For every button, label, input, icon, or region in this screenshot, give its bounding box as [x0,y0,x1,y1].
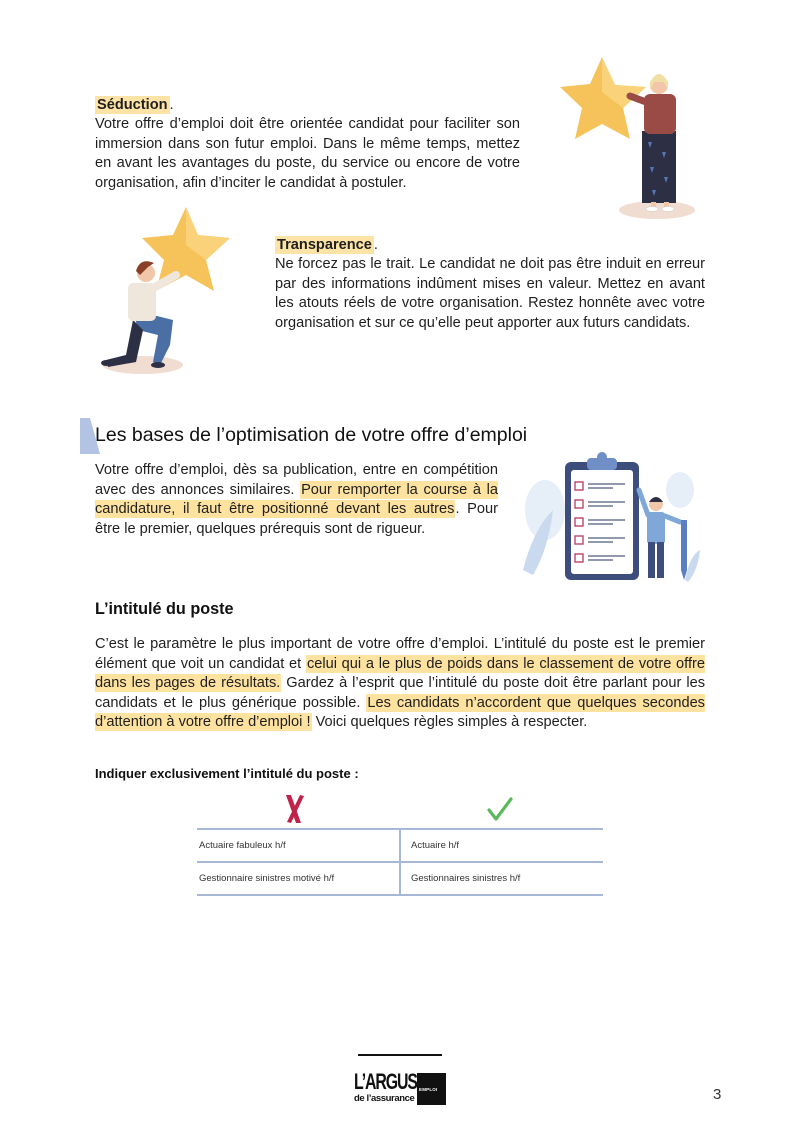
intitule-paragraph [95,635,705,733]
page-number: 3 [713,1086,722,1103]
check-icon [487,797,513,821]
right-title-cell: Gestionnaires sinistres h/f [400,862,603,895]
seduction-text: Votre offre d’emploi doit être orientée candidat pour faciliter son immersion dans son futur emploi. Dans le même temps, mettez en avant les avantages du poste, du service ou encore de votre organisation, afin d’inciter le candidat à postuler. [95,116,520,191]
wrong-title-cell: Actuaire fabuleux h/f [197,829,400,862]
intitule-text-1: C’est le paramètre le plus important de votre offre d’emploi. L’intitulé du poste est le premier élément que voit un candidat et [95,636,705,672]
transparence-block [275,236,705,333]
clipboard-checklist-illustration [515,450,705,585]
logo-main: L’ARGUS [354,1069,417,1094]
seduction-period: . [169,97,174,113]
job-title-comparison-table [197,828,603,896]
section-intro-text-end: . Pour être le premier, quelques prérequis sont de rigueur. [95,501,499,537]
intitule-text-3: Voici quelques règles simples à respecter. [311,714,588,731]
table-row [197,829,603,862]
footer-rule [358,1054,442,1056]
right-title-cell: Actuaire h/f [400,829,603,862]
argus-logo [354,1069,446,1106]
woman-holding-star-illustration [560,52,700,224]
wrong-title-cell: Gestionnaire sinistres motivé h/f [197,862,400,895]
intitule-highlight-1: celui qui a le plus de poids dans le classement de votre offre dans les pages de résultats. [95,655,705,692]
intitule-title: L’intitulé du poste [95,600,234,618]
table-row [197,862,603,895]
intitule-highlight-2: Les candidats n’accordent que quelques secondes d’attention à votre offre d’emploi ! [95,694,705,731]
seduction-block [95,96,520,193]
man-lifting-star-illustration [98,205,238,377]
transparence-text: Ne forcez pas le trait. Le candidat ne doit pas être induit en erreur par des informations indûment mises en valeur. Mettez en avant les atouts réels de votre organisation. Restez honnête avec votre organisation et sur ce qu’elle peut apporter aux futurs candidats. [275,256,705,331]
logo-sub: de l’assurance [354,1093,415,1104]
logo-tag: EMPLOI [419,1087,438,1092]
section-title: Les bases de l’optimisation de votre offre d’emploi [95,424,528,446]
logo-tag-box [417,1073,446,1105]
intitule-text-2: Gardez à l’esprit que l’intitulé du poste doit être parlant pour les candidats et le plus générique possible. [95,675,705,711]
cross-icon [283,793,307,825]
rule-title: Indiquer exclusivement l’intitulé du poste : [95,766,359,781]
transparence-period: . [373,237,378,253]
section-intro [95,461,498,539]
section-intro-text: Votre offre d’emploi, dès sa publication, entre en compétition avec des annonces similaires. [95,462,498,498]
section-intro-highlight: Pour remporter la course à la candidature, il faut être positionné devant les autres [95,481,498,518]
transparence-keyword: Transparence [277,237,372,253]
seduction-keyword: Séduction [97,97,168,113]
